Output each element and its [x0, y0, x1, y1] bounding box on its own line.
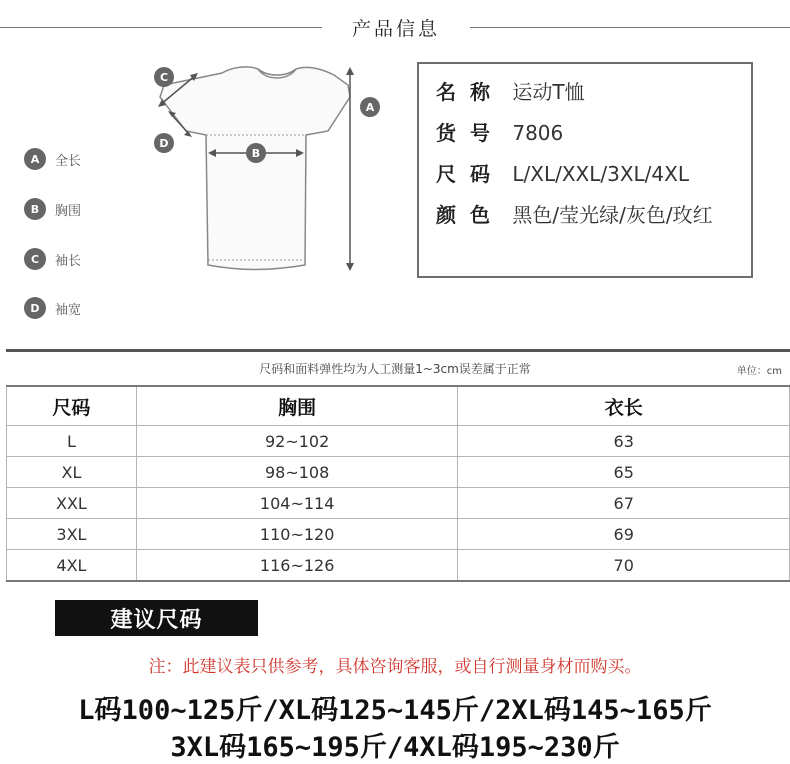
cell-chest: 92~102: [136, 426, 458, 457]
product-info-box: [417, 62, 753, 278]
cell-chest: 104~114: [136, 488, 458, 519]
info-label-sizes: 尺码: [436, 162, 504, 186]
cell-length: 70: [458, 550, 790, 582]
legend-label-b: 胸围: [55, 203, 82, 219]
legend-marker-a: A: [24, 148, 46, 170]
recommend-weights-line-1: L码100~125斤/XL码125~145斤/2XL码145~165斤: [78, 695, 712, 726]
recommend-note: 注：此建议表只供参考，具体咨询客服，或自行测量身材而购买。: [148, 657, 642, 677]
legend-marker-c: C: [24, 248, 46, 270]
info-label-name: 名称: [436, 80, 504, 104]
info-value-name: 运动T恤: [512, 80, 585, 104]
section-title: 产品信息: [351, 18, 440, 40]
info-value-colors: 黑色/莹光绿/灰色/玫红: [512, 203, 713, 227]
measure-note: 尺码和面料弹性均为人工测量1~3cm误差属于正常: [259, 362, 531, 376]
cell-length: 67: [458, 488, 790, 519]
legend-item-c: [24, 248, 81, 270]
tshirt-outline: [160, 67, 350, 270]
recommend-weights-line-2: 3XL码165~195斤/4XL码195~230斤: [170, 732, 620, 763]
info-row-sizes: [436, 158, 689, 187]
header-size: 尺码: [7, 386, 137, 426]
info-value-sizes: L/XL/XXL/3XL/4XL: [512, 162, 689, 186]
legend-marker-b: B: [24, 198, 46, 220]
cell-chest: 116~126: [136, 550, 458, 582]
legend-marker-d: D: [24, 297, 46, 319]
unit-label: 单位：cm: [736, 366, 782, 377]
cell-length: 65: [458, 457, 790, 488]
arrowhead: [346, 263, 354, 271]
header-divider-right: [470, 27, 790, 28]
marker-b-letter: B: [251, 147, 261, 160]
cell-length: 63: [458, 426, 790, 457]
table-header-row: [7, 386, 790, 426]
cell-length: 69: [458, 519, 790, 550]
cell-size: XL: [7, 457, 137, 488]
size-table: [6, 385, 790, 582]
cell-size: L: [7, 426, 137, 457]
recommend-banner: 建议尺码: [55, 600, 258, 636]
header-length: 衣长: [458, 386, 790, 426]
info-row-sku: [436, 117, 563, 146]
header-divider-left: [0, 27, 322, 28]
legend-label-c: 袖长: [55, 253, 82, 269]
section-divider: [6, 349, 790, 352]
legend-item-a: [24, 148, 81, 170]
info-row-colors: [436, 199, 713, 228]
table-row: [7, 519, 790, 550]
header-chest: 胸围: [136, 386, 458, 426]
marker-c-letter: C: [159, 71, 169, 84]
cell-chest: 110~120: [136, 519, 458, 550]
table-row: [7, 488, 790, 519]
info-label-sku: 货号: [436, 121, 504, 145]
tshirt-diagram: [140, 55, 400, 285]
cell-chest: 98~108: [136, 457, 458, 488]
legend-label-d: 袖宽: [55, 302, 82, 318]
cell-size: 3XL: [7, 519, 137, 550]
marker-a-letter: A: [365, 101, 375, 114]
table-row: [7, 457, 790, 488]
table-row: [7, 426, 790, 457]
cell-size: XXL: [7, 488, 137, 519]
arrowhead: [346, 67, 354, 75]
info-value-sku: 7806: [512, 121, 564, 145]
legend-item-b: [24, 198, 81, 220]
table-row: [7, 550, 790, 582]
cell-size: 4XL: [7, 550, 137, 582]
legend-item-d: [24, 297, 81, 319]
info-row-name: [436, 76, 585, 105]
marker-d-letter: D: [159, 137, 169, 150]
legend-label-a: 全长: [55, 153, 82, 169]
info-label-colors: 颜色: [436, 203, 504, 227]
